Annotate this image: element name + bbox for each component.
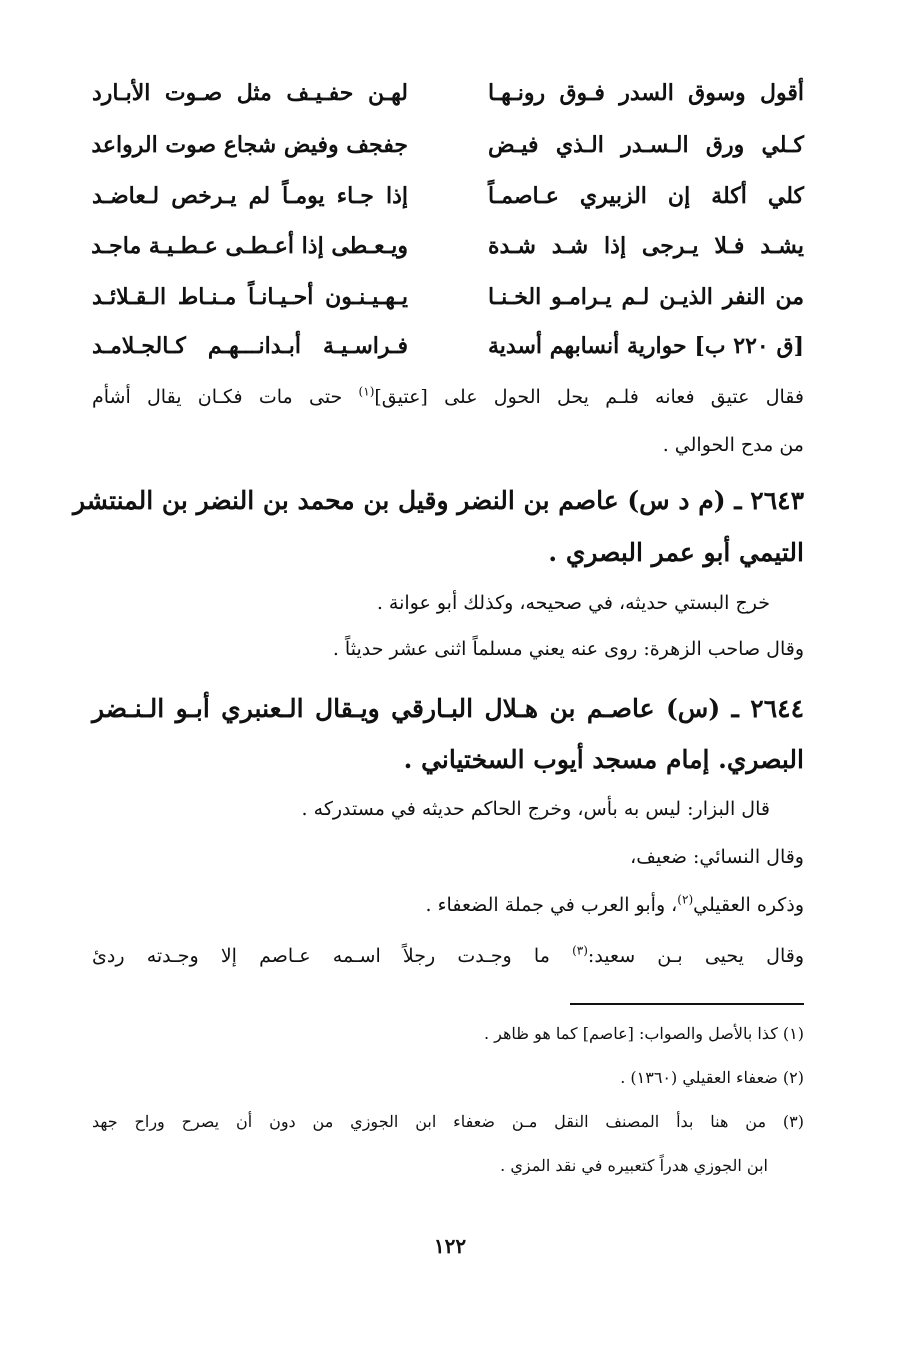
- verse-second-hemistich: جفجف وفيض شجاع صوت الرواعد: [91, 132, 408, 158]
- verse-first-hemistich: [ق ٢٢٠ ب] حوارية أنسابهم أسدية: [488, 333, 804, 359]
- body-line: خرج البستي حديثه، في صحيحه، وكذلك أبو عوانة .: [376, 592, 770, 614]
- verse-second-hemistich: لهـن حفـيـف مثل صـوت الأبـارد: [92, 80, 408, 106]
- verse-first-hemistich: من النفر الذيـن لـم يـرامـو الخـنـا: [488, 284, 804, 310]
- body-line: [92, 945, 804, 967]
- body-text: وذكره العقيلي: [693, 894, 804, 916]
- verse-second-hemistich: يـهـيـنـون أحـيـانـاً مـنـاط الـقـلائـد: [92, 284, 408, 310]
- verse-second-hemistich: ويـعـطى إذا أعـطـى عـطـيـة ماجـد: [91, 233, 408, 259]
- verse-second-hemistich: فـراسـيـة أبـدانـــهـم كـالجـلامـد: [92, 333, 408, 359]
- verse-first-hemistich: كلي أكلة إن الزبيري عـاصمـاً: [488, 183, 804, 209]
- verse-row: [92, 80, 804, 126]
- footnote: (١) كذا بالأصل والصواب: [عاصم] كما هو ظاهر .: [483, 1024, 804, 1043]
- body-line: قال البزار: ليس به بأس، وخرج الحاكم حديثه في مستدركه .: [301, 798, 770, 820]
- footnote-ref: (٢): [677, 892, 694, 907]
- entry-heading-continued: البصري. إمام مسجد أيوب السختياني .: [403, 745, 804, 774]
- body-text: ما وجـدت رجلاً اسـمه عـاصم إلا وجـدته ردئ: [92, 945, 573, 967]
- page-number: ١٢٢: [433, 1234, 467, 1258]
- body-line: وقال صاحب الزهرة: روى عنه يعني مسلماً اثنى عشر حديثاً .: [332, 638, 804, 660]
- verse-first-hemistich: كـلي ورق الـسـدر الـذي فيـض: [488, 132, 804, 158]
- narrative-line: من مدح الحوالي .: [662, 434, 804, 456]
- body-line: وقال النسائي: ضعيف،: [630, 846, 804, 868]
- footnote: (٢) ضعفاء العقيلي (١٣٦٠) .: [620, 1068, 804, 1087]
- entry-heading-continued: التيمي أبو عمر البصري .: [548, 538, 804, 567]
- verse-row: [92, 333, 804, 379]
- narrative-line: [92, 386, 804, 408]
- body-line: [92, 894, 804, 916]
- body-text: ، وأبو العرب في جملة الضعفاء .: [425, 894, 678, 916]
- narrative-text: فقال عتيق فعانه فلـم يحل الحول على [عتيق]: [374, 386, 804, 408]
- verse-first-hemistich: يشـد فـلا يـرجى إذا شـد شـدة: [488, 233, 804, 259]
- entry-heading: ٢٦٤٣ ـ (م د س) عاصم بن النضر وقيل بن محمد بن النضر بن المنتشر: [72, 486, 804, 515]
- footnote: (٣) من هنا بدأ المصنف النقل مـن ضعفاء ابن الجوزي من دون أن يصرح وراح جهد: [92, 1112, 804, 1131]
- verse-row: [92, 233, 804, 279]
- verse-first-hemistich: أقول وسوق السدر فـوق رونـهـا: [488, 80, 804, 106]
- footnote-ref: (٣): [572, 943, 588, 958]
- entry-heading: ٢٦٤٤ ـ (س) عاصـم بن هـلال البـارقي ويـقال الـعنبري أبـو الـنـضر: [92, 694, 804, 723]
- narrative-text: حتى مات فكـان يقال أشأم: [92, 386, 359, 408]
- verse-row: [92, 284, 804, 330]
- footnote-continued: ابن الجوزي هدراً كتعبيره في نقد المزي .: [500, 1156, 768, 1175]
- verse-row: [92, 183, 804, 229]
- footnote-ref: (١): [358, 384, 375, 399]
- verse-second-hemistich: إذا جـاء يومـاً لم يـرخص لـعاضـد: [92, 183, 408, 209]
- verse-row: [92, 132, 804, 178]
- footnote-separator: [570, 1003, 804, 1005]
- body-text: وقال يحيى بـن سعيد:: [587, 945, 804, 967]
